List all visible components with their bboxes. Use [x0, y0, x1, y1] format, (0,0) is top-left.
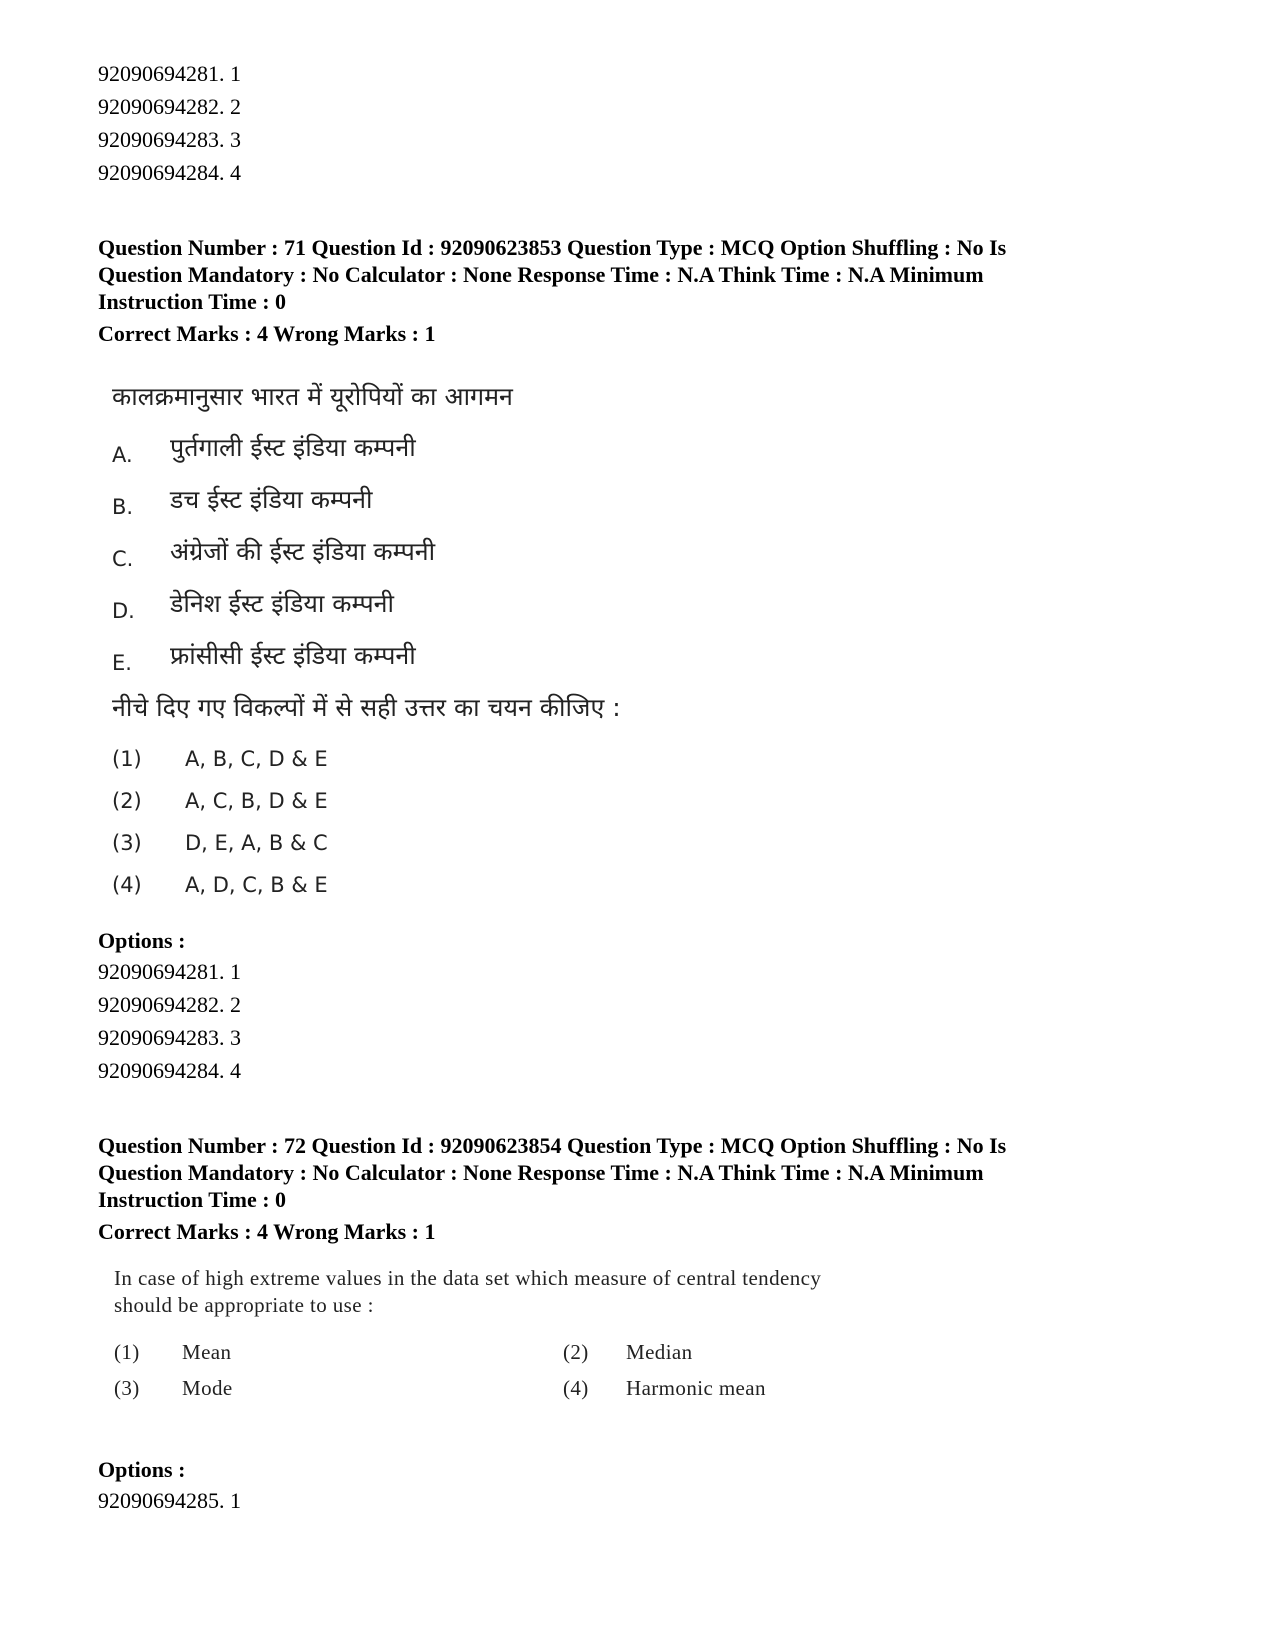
q71-item-text: डच ईस्ट इंडिया कम्पनी — [170, 485, 373, 514]
q71-meta-line-1: Question Number : 71 Question Id : 92090623853 Question Type : MCQ Option Shuffling : No Is — [98, 235, 1007, 260]
option-line: 92090694283. 3 — [98, 127, 241, 152]
q71-choice-text: D, E, A, B & C — [185, 831, 328, 855]
q72-meta-line-2: Question Mandatory : No Calculator : None Response Time : N.A Think Time : N.A Minimum — [98, 1160, 984, 1185]
q71-marks: Correct Marks : 4 Wrong Marks : 1 — [98, 321, 436, 346]
option-line: 92090694285. 1 — [98, 1488, 241, 1513]
q72-meta-line-3: Instruction Time : 0 — [98, 1187, 287, 1212]
q71-options-label: Options : — [98, 928, 186, 953]
q71-choice-number: (2) — [112, 789, 142, 813]
option-line: 92090694282. 2 — [98, 992, 241, 1017]
q71-meta-line-3: Instruction Time : 0 — [98, 289, 287, 314]
q71-item-text: फ्रांसीसी ईस्ट इंडिया कम्पनी — [170, 641, 416, 670]
q72-meta-line-1: Question Number : 72 Question Id : 92090623854 Question Type : MCQ Option Shuffling : No Is — [98, 1133, 1007, 1158]
q72-choice-number: (2) — [563, 1340, 589, 1364]
q71-item-letter: C. — [112, 547, 134, 571]
q72-question-line-1: In case of high extreme values in the data set which measure of central tendency — [114, 1266, 822, 1290]
q71-choice-text: A, B, C, D & E — [185, 747, 328, 771]
q72-choice-text: Harmonic mean — [626, 1376, 766, 1400]
q71-item-letter: E. — [112, 651, 132, 675]
option-line: 92090694282. 2 — [98, 94, 241, 119]
q72-choice-number: (4) — [563, 1376, 589, 1400]
q71-item-text: डेनिश ईस्ट इंडिया कम्पनी — [170, 589, 394, 618]
option-line: 92090694283. 3 — [98, 1025, 241, 1050]
q71-item-letter: B. — [112, 495, 134, 519]
q71-instruction: नीचे दिए गए विकल्पों में से सही उत्तर का चयन कीजिए : — [112, 693, 621, 722]
q71-item-text: पुर्तगाली ईस्ट इंडिया कम्पनी — [170, 433, 416, 462]
q72-choice-number: (1) — [114, 1340, 140, 1364]
q72-choice-text: Mean — [182, 1340, 232, 1364]
q72-choice-text: Mode — [182, 1376, 233, 1400]
q71-item-letter: D. — [112, 599, 135, 623]
q71-meta-line-2: Question Mandatory : No Calculator : None Response Time : N.A Think Time : N.A Minimum — [98, 262, 984, 287]
option-line: 92090694281. 1 — [98, 61, 241, 86]
q72-marks: Correct Marks : 4 Wrong Marks : 1 — [98, 1219, 436, 1244]
q71-choice-number: (4) — [112, 873, 142, 897]
q71-choice-text: A, C, B, D & E — [185, 789, 328, 813]
option-line: 92090694284. 4 — [98, 1058, 241, 1083]
q71-choice-number: (1) — [112, 747, 142, 771]
q71-choice-text: A, D, C, B & E — [185, 873, 328, 897]
option-line: 92090694284. 4 — [98, 160, 241, 185]
q72-options-label: Options : — [98, 1457, 186, 1482]
q72-choice-text: Median — [626, 1340, 693, 1364]
q71-choice-number: (3) — [112, 831, 142, 855]
q72-question-line-2: should be appropriate to use : — [114, 1293, 374, 1317]
q72-choice-number: (3) — [114, 1376, 140, 1400]
q71-question-text: कालक्रमानुसार भारत में यूरोपियों का आगमन — [112, 382, 513, 411]
q71-item-letter: A. — [112, 443, 133, 467]
q71-item-text: अंग्रेजों की ईस्ट इंडिया कम्पनी — [170, 537, 436, 566]
option-line: 92090694281. 1 — [98, 959, 241, 984]
